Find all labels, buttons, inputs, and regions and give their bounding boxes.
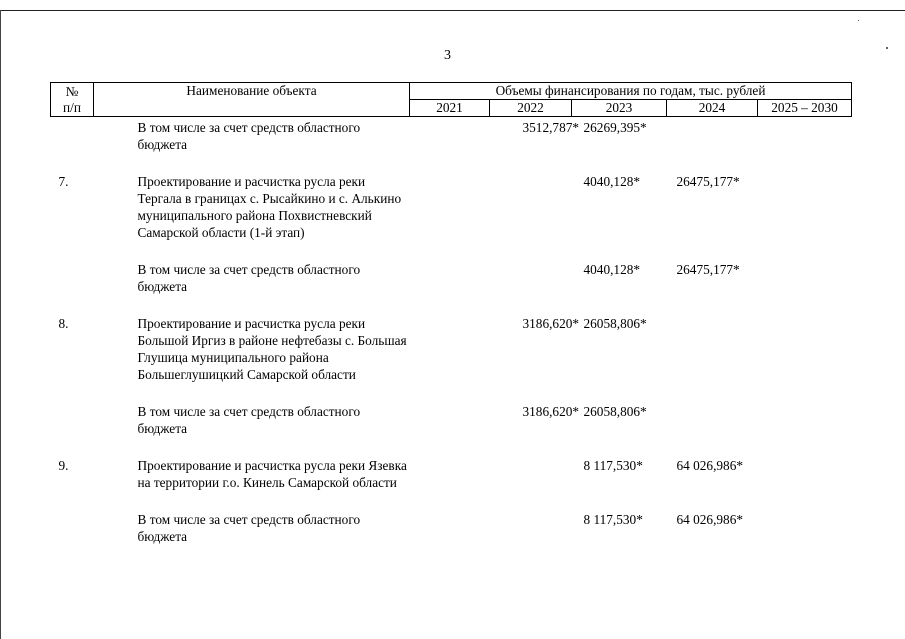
scan-speck: [858, 20, 859, 21]
table-row: [51, 401, 852, 437]
row-spacer-cell: [51, 153, 852, 171]
value-2024: [667, 401, 758, 437]
header-num: [51, 83, 94, 117]
table-body: [51, 117, 852, 546]
row-spacer-cell: [51, 491, 852, 509]
value-2025-2030: [758, 117, 852, 154]
row-spacer: [51, 241, 852, 259]
table-row: [51, 313, 852, 383]
object-name-line: Большеглушицкий Самарской области: [137, 367, 356, 382]
value-2024: 64 026,986*: [676, 512, 743, 527]
row-spacer-cell: [51, 241, 852, 259]
header-funding: Объемы финансирования по годам, тыс. рублей: [410, 83, 852, 100]
object-name-line: В том числе за счет средств областного: [137, 404, 361, 419]
object-name: [94, 509, 490, 545]
value-2024: 26475,177*: [676, 262, 740, 277]
scan-edge-left: [0, 10, 1, 639]
header-num-sub: п/п: [63, 100, 81, 115]
object-name-line: В том числе за счет средств областного: [137, 262, 361, 277]
value-2022: [490, 171, 572, 241]
header-year-2023: 2023: [572, 100, 667, 117]
header-year-2024: 2024: [667, 100, 758, 117]
table-row: [51, 117, 852, 154]
object-name-line: Большой Иргиз в районе нефтебазы с. Большая: [137, 333, 407, 348]
value-2022: [490, 455, 572, 491]
object-name-line: бюджета: [137, 137, 188, 152]
row-spacer: [51, 383, 852, 401]
value-2024: 26475,177*: [676, 174, 740, 189]
row-spacer: [51, 491, 852, 509]
object-name-line: Проектирование и расчистка русла реки: [137, 316, 366, 331]
row-spacer: [51, 153, 852, 171]
value-2023: 8 117,530*: [583, 458, 643, 473]
value-2025-2030: [758, 171, 852, 241]
object-name-line: В том числе за счет средств областного: [137, 512, 361, 527]
value-2023: 26269,395*: [583, 120, 647, 135]
row-spacer-cell: [51, 437, 852, 455]
value-2023: 8 117,530*: [583, 512, 643, 527]
value-2022: [490, 259, 572, 295]
row-spacer: [51, 295, 852, 313]
value-2023: 26058,806*: [583, 316, 647, 331]
row-number: 9.: [58, 458, 69, 473]
table-row: [51, 259, 852, 295]
value-2024: [667, 117, 758, 154]
object-name: [94, 401, 490, 437]
object-name-line: Проектирование и расчистка русла реки Язевка: [137, 458, 407, 473]
object-name-line: Проектирование и расчистка русла реки: [137, 174, 366, 189]
value-2022: 3186,620*: [522, 316, 580, 331]
header-year-2021: 2021: [410, 100, 490, 117]
row-number: [51, 117, 94, 154]
row-number: [51, 259, 94, 295]
value-2022: 3186,620*: [522, 404, 580, 419]
value-2022: 3512,787*: [522, 120, 580, 135]
value-2025-2030: [758, 259, 852, 295]
page-number: 3: [444, 48, 451, 63]
value-2024: 64 026,986*: [676, 458, 743, 473]
value-2023: 4040,128*: [583, 262, 641, 277]
value-2025-2030: [758, 313, 852, 383]
object-name-line: бюджета: [137, 421, 188, 436]
value-2025-2030: [758, 455, 852, 491]
row-spacer-cell: [51, 295, 852, 313]
object-name-line: бюджета: [137, 279, 188, 294]
table-row: [51, 455, 852, 491]
object-name: [94, 117, 490, 154]
object-name: [94, 259, 490, 295]
funding-table: [50, 82, 852, 545]
header-num-label: №: [65, 84, 79, 99]
object-name-line: Самарской области (1-й этап): [137, 225, 305, 240]
header-year-2025-2030: 2025 – 2030: [758, 100, 852, 117]
object-name: [94, 313, 490, 383]
row-number: [51, 401, 94, 437]
row-spacer-cell: [51, 383, 852, 401]
object-name: [94, 171, 490, 241]
object-name-line: муниципального района Похвистневский: [137, 208, 372, 223]
scan-edge-top: [0, 10, 905, 11]
value-2022: [490, 509, 572, 545]
row-number: 7.: [58, 174, 69, 189]
object-name-line: Глушица муниципального района: [137, 350, 329, 365]
value-2023: 4040,128*: [583, 174, 641, 189]
object-name-line: В том числе за счет средств областного: [137, 120, 361, 135]
value-2023: 26058,806*: [583, 404, 647, 419]
header-name: Наименование объекта: [94, 83, 410, 117]
object-name-line: бюджета: [137, 529, 188, 544]
row-number: 8.: [58, 316, 69, 331]
object-name: [94, 455, 490, 491]
header-year-2022: 2022: [490, 100, 572, 117]
table-row: [51, 171, 852, 241]
value-2025-2030: [758, 509, 852, 545]
scan-speck: [886, 47, 888, 49]
object-name-line: Тергала в границах с. Рысайкино и с. Алькино: [137, 191, 402, 206]
row-spacer: [51, 437, 852, 455]
value-2024: [667, 313, 758, 383]
object-name-line: на территории г.о. Кинель Самарской области: [137, 475, 397, 490]
table-row: [51, 509, 852, 545]
row-number: [51, 509, 94, 545]
value-2025-2030: [758, 401, 852, 437]
